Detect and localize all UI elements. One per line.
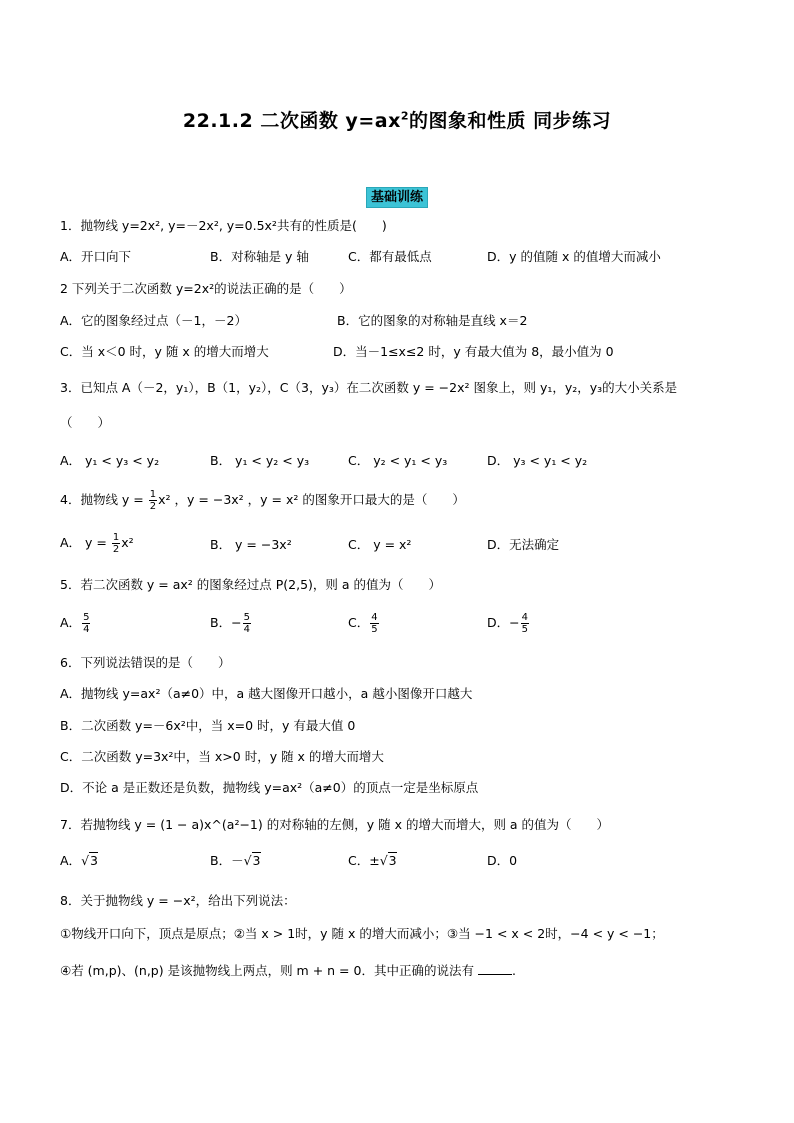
q7-b-sqrt-icon: √ xyxy=(243,853,252,868)
title-exponent: 2 xyxy=(400,109,409,123)
q5-option-c xyxy=(348,612,380,635)
q4-frac-num: 1 xyxy=(149,489,157,500)
title-suffix: 的图象和性质 同步练习 xyxy=(408,110,612,132)
q5-b-num: 5 xyxy=(243,612,250,623)
title-prefix: 22.1.2 二次函数 y=ax xyxy=(182,110,401,132)
q2-option-c: C．当 x＜0 时，y 随 x 的增大而增大 xyxy=(60,344,269,359)
q8-line3 xyxy=(60,962,516,980)
q5-a-fraction xyxy=(82,612,90,635)
q7-option-b xyxy=(210,852,261,870)
q5-b-label: B．− xyxy=(210,615,242,630)
q5-d-fraction xyxy=(521,612,529,635)
q8-stem: 8．关于抛物线 y = −x²，给出下列说法： xyxy=(60,893,296,908)
q4-a-frac-den: 2 xyxy=(112,544,120,555)
section-heading: 基础训练 xyxy=(366,187,428,208)
q4-a-frac-num: 1 xyxy=(112,532,120,543)
q6-option-d: D．不论 a 是正数还是负数，抛物线 y=ax²（a≠0）的顶点一定是坐标原点 xyxy=(60,780,479,795)
q7-c-radicand: 3 xyxy=(388,853,397,868)
q3-option-c: C． y₂ < y₁ < y₃ xyxy=(348,453,448,468)
q5-option-b xyxy=(210,612,252,635)
q7-a-radicand: 3 xyxy=(90,853,98,868)
q7-a-sqrt-icon: √ xyxy=(81,853,90,868)
answer-blank[interactable] xyxy=(478,962,512,975)
q4-option-b: B． y = −3x² xyxy=(210,537,292,552)
q5-stem: 5．若二次函数 y = ax² 的图象经过点 P(2,5)，则 a 的值为（ ） xyxy=(60,577,442,592)
q6-option-b: B．二次函数 y=－6x²中，当 x=0 时，y 有最大值 0 xyxy=(60,718,356,733)
q1-option-b: B．对称轴是 y 轴 xyxy=(210,249,309,264)
q6-option-a: A．抛物线 y=ax²（a≠0）中，a 越大图像开口越小，a 越小图像开口越大 xyxy=(60,686,473,701)
q5-a-den: 4 xyxy=(83,624,90,635)
q1-option-d: D．y 的值随 x 的值增大而减小 xyxy=(487,249,661,264)
q7-option-d: D．0 xyxy=(487,853,518,868)
q3-paren: （ ） xyxy=(60,415,111,430)
q3-option-b: B． y₁ < y₂ < y₃ xyxy=(210,453,310,468)
q5-option-d xyxy=(487,612,530,635)
q2-option-a: A．它的图象经过点（－1，－2） xyxy=(60,313,247,328)
q4-stem xyxy=(60,489,465,512)
q8-line2: ①物线开口向下，顶点是原点；②当 x > 1时，y 随 x 的增大而减小；③当 −1 < x < 2时，−4 < y < −1； xyxy=(60,926,664,941)
q6-stem: 6．下列说法错误的是（ ） xyxy=(60,655,231,670)
q4-a-pre: A． y = xyxy=(60,535,107,550)
q5-d-den: 5 xyxy=(521,624,528,635)
q7-b-label: B．－ xyxy=(210,853,244,868)
q5-c-label: C． xyxy=(348,615,370,630)
q5-a-label: A． xyxy=(60,615,82,630)
q8-line3-pre: ④若 (m,p)、(n,p) 是该抛物线上两点，则 m + n = 0．其中正确的说法有 xyxy=(60,963,474,978)
q2-option-d: D．当－1≤x≤2 时，y 有最大值为 8，最小值为 0 xyxy=(333,344,614,359)
q5-b-fraction xyxy=(243,612,251,635)
q7-c-sqrt-icon: √ xyxy=(379,853,388,868)
q7-b-radicand: 3 xyxy=(252,853,261,868)
q4-a-fraction xyxy=(112,532,120,555)
q7-option-c xyxy=(348,852,397,870)
q3-option-a: A． y₁ < y₃ < y₂ xyxy=(60,453,160,468)
q5-c-den: 5 xyxy=(371,624,378,635)
section-heading-wrap xyxy=(0,186,794,208)
q2-stem: 2 下列关于二次函数 y=2x²的说法正确的是（ ） xyxy=(60,281,352,296)
q4-stem-pre: 4．抛物线 y = xyxy=(60,492,144,507)
q4-option-a xyxy=(60,532,134,555)
q4-option-d: D．无法确定 xyxy=(487,537,560,552)
q5-d-label: D．− xyxy=(487,615,520,630)
q4-fraction xyxy=(149,489,157,512)
q1-option-c: C．都有最低点 xyxy=(348,249,432,264)
q1-stem: 1．抛物线 y=2x², y=－2x², y=0.5x²共有的性质是( ) xyxy=(60,218,387,233)
q5-c-fraction xyxy=(370,612,378,635)
q5-b-den: 4 xyxy=(243,624,250,635)
q7-c-label: C．± xyxy=(348,853,380,868)
q3-stem: 3．已知点 A（－2，y₁），B（1，y₂），C（3，y₃）在二次函数 y = −2x² 图象上，则 y₁，y₂，y₃的大小关系是 xyxy=(60,380,678,395)
q8-line3-post: . xyxy=(511,963,516,978)
q1-option-a: A．开口向下 xyxy=(60,249,132,264)
q7-stem: 7．若抛物线 y = (1 − a)x^(a²−1) 的对称轴的左侧，y 随 x 的增大而增大，则 a 的值为（ ） xyxy=(60,817,610,832)
q7-a-label: A． xyxy=(60,853,82,868)
q2-option-b: B．它的图象的对称轴是直线 x＝2 xyxy=(337,313,528,328)
page-title xyxy=(0,106,794,133)
q5-c-num: 4 xyxy=(371,612,378,623)
q5-d-num: 4 xyxy=(521,612,528,623)
q5-a-num: 5 xyxy=(83,612,90,623)
q4-frac-den: 2 xyxy=(149,501,157,512)
q3-option-d: D． y₃ < y₁ < y₂ xyxy=(487,453,588,468)
q5-option-a xyxy=(60,612,91,635)
q4-option-c: C． y = x² xyxy=(348,537,412,552)
q6-option-c: C．二次函数 y=3x²中，当 x>0 时，y 随 x 的增大而增大 xyxy=(60,749,384,764)
q7-option-a xyxy=(60,852,98,870)
q4-stem-post: x² ，y = −3x² ，y = x² 的图象开口最大的是（ ） xyxy=(158,492,465,507)
q4-a-post: x² xyxy=(121,535,134,550)
